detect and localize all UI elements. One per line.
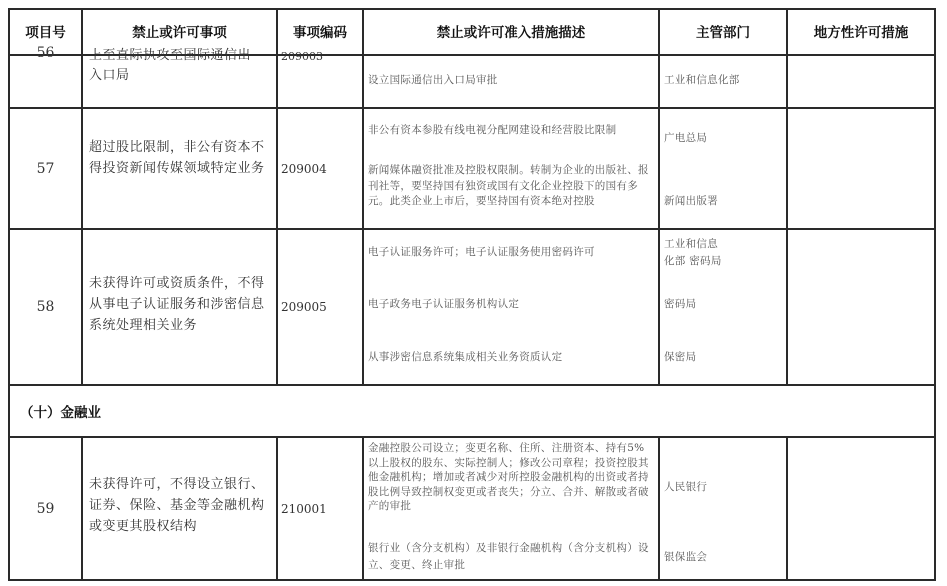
department: 新闻出版署 — [664, 195, 718, 207]
row-divider — [8, 107, 936, 109]
column-divider — [786, 436, 788, 581]
header-item-code: 事项编码 — [293, 25, 347, 41]
header-project-number: 项目号 — [25, 25, 66, 41]
department: 人民银行 — [664, 481, 708, 493]
department: 密码局 — [664, 298, 697, 310]
table-border-bottom — [8, 579, 936, 581]
measure-description: 电子认证服务许可；电子认证服务使用密码许可 — [368, 246, 595, 258]
header-local-measures: 地方性许可措施 — [813, 25, 909, 41]
department: 工业和信息化部 密码局 — [664, 238, 722, 267]
department: 银保监会 — [664, 551, 708, 563]
measure-description: 设立国际通信出入口局审批 — [368, 74, 498, 86]
measure-description: 金融控股公司设立；变更名称、住所、注册资本、持有5%以上股权的股东、实际控制人；修改公司章程；投资控股其他金融机构；增加或者减少对所控股金融机构的出资或者持股比例导致控制权变更或者丧失；分立、合并、解散或者破产的审批 — [368, 442, 649, 513]
item-text — [83, 46, 276, 107]
header-measure-description: 禁止或许可准入措施描述 — [436, 25, 586, 41]
item-text: 未获得许可或资质条件，不得从事电子认证服务和涉密信息系统处理相关业务 — [89, 276, 265, 333]
measure-description: 从事涉密信息系统集成相关业务资质认定 — [368, 351, 563, 363]
header-item: 禁止或许可事项 — [132, 25, 227, 41]
row-divider — [8, 228, 936, 230]
regulation-table — [8, 8, 936, 581]
item-code: 209003 — [281, 50, 323, 62]
measure-description: 新闻媒体融资批准及控股权限制。转制为企业的出版社、报刊社等，要坚持国有独资或国有文化企业控股下的国有多元。此类企业上市后，要坚持国有资本绝对控股 — [368, 164, 649, 207]
item-text: 超过股比限制，非公有资本不得投资新闻传媒领域特定业务 — [89, 140, 265, 176]
measure-description: 银行业（含分支机构）及非银行金融机构（含分支机构）设立、变更、终止审批 — [368, 542, 649, 571]
measure-description: 电子政务电子认证服务机构认定 — [368, 298, 520, 310]
row-number: 58 — [36, 299, 55, 315]
row-divider — [8, 436, 936, 438]
item-code: 210001 — [281, 501, 327, 516]
item-text: 未获得许可，不得设立银行、证券、保险、基金等金融机构或变更其股权结构 — [89, 477, 265, 534]
item-code: 209005 — [281, 300, 327, 314]
department: 工业和信息化部 — [664, 74, 740, 86]
row-number: 56 — [36, 46, 55, 60]
section-heading: （十）金融业 — [20, 405, 101, 421]
row-number: 59 — [36, 500, 55, 517]
column-divider — [786, 8, 788, 384]
measure-description: 非公有资本参股有线电视分配网建设和经营股比限制 — [368, 124, 617, 136]
item-code: 209004 — [281, 161, 327, 176]
item-line: 入口局 — [89, 68, 130, 83]
table-border-right — [934, 8, 936, 581]
department: 保密局 — [664, 351, 697, 363]
header-department: 主管部门 — [696, 25, 750, 41]
item-line: 上至直际执攻至国际通信出 — [89, 48, 252, 63]
department: 广电总局 — [664, 132, 708, 144]
row-number: 57 — [36, 160, 55, 177]
